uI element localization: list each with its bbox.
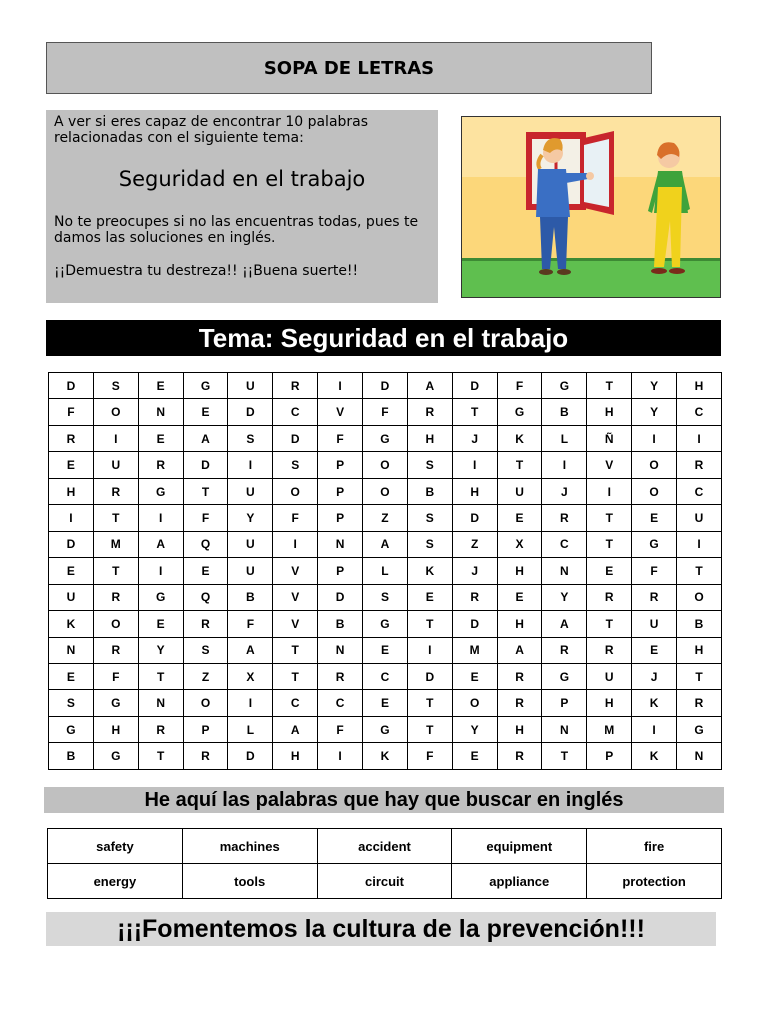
grid-cell[interactable]: I	[632, 425, 677, 451]
grid-cell[interactable]: T	[273, 663, 318, 689]
grid-row	[49, 531, 722, 557]
intro-theme: Seguridad en el trabajo	[118, 167, 366, 191]
grid-cell[interactable]: L	[363, 558, 408, 584]
grid-cell[interactable]: R	[93, 637, 138, 663]
grid-cell[interactable]: V	[273, 558, 318, 584]
grid-cell[interactable]: K	[632, 690, 677, 716]
grid-cell[interactable]: U	[228, 558, 273, 584]
grid-cell[interactable]: S	[93, 373, 138, 399]
grid-cell[interactable]: R	[318, 663, 363, 689]
grid-cell[interactable]: B	[228, 584, 273, 610]
grid-cell[interactable]: Q	[183, 531, 228, 557]
grid-cell[interactable]: V	[273, 611, 318, 637]
grid-cell[interactable]: N	[542, 558, 587, 584]
grid-cell[interactable]: C	[677, 478, 722, 504]
grid-cell[interactable]: U	[49, 584, 94, 610]
grid-cell[interactable]: N	[49, 637, 94, 663]
grid-cell[interactable]: T	[587, 611, 632, 637]
grid-cell[interactable]: Y	[542, 584, 587, 610]
intro-paragraph-1: A ver si eres capaz de encontrar 10 palabras relacionadas con el siguiente tema:	[54, 114, 369, 146]
grid-cell[interactable]: A	[363, 531, 408, 557]
grid-cell[interactable]: I	[632, 716, 677, 742]
grid-cell[interactable]: H	[49, 478, 94, 504]
grid-cell[interactable]: D	[452, 373, 497, 399]
grid-cell[interactable]: H	[497, 558, 542, 584]
grid-cell[interactable]: F	[363, 399, 408, 425]
grid-cell[interactable]: U	[587, 663, 632, 689]
word-list-table	[47, 828, 722, 899]
grid-cell[interactable]: D	[49, 531, 94, 557]
grid-cell[interactable]: R	[542, 637, 587, 663]
grid-cell[interactable]: Y	[228, 505, 273, 531]
grid-cell[interactable]: Q	[183, 584, 228, 610]
grid-cell[interactable]: G	[183, 373, 228, 399]
grid-cell[interactable]: G	[93, 690, 138, 716]
grid-cell[interactable]: C	[318, 690, 363, 716]
grid-cell[interactable]: Y	[632, 399, 677, 425]
grid-cell[interactable]: D	[228, 399, 273, 425]
grid-cell[interactable]: M	[587, 716, 632, 742]
grid-cell[interactable]: T	[542, 743, 587, 770]
grid-cell[interactable]: S	[183, 637, 228, 663]
grid-cell[interactable]: I	[407, 637, 452, 663]
intro-paragraph-2: No te preocupes si no las encuentras todas, pues te damos las soluciones en inglés.	[54, 214, 419, 246]
grid-cell[interactable]: O	[363, 478, 408, 504]
word-cell: safety	[48, 829, 183, 864]
grid-cell[interactable]: O	[93, 399, 138, 425]
word-cell: protection	[587, 864, 722, 899]
grid-cell[interactable]: T	[183, 478, 228, 504]
grid-cell[interactable]: D	[452, 611, 497, 637]
grid-cell[interactable]: P	[183, 716, 228, 742]
grid-cell[interactable]: E	[497, 505, 542, 531]
grid-cell[interactable]: S	[407, 452, 452, 478]
grid-cell[interactable]: S	[407, 505, 452, 531]
grid-cell[interactable]: Y	[452, 716, 497, 742]
grid-cell[interactable]: O	[452, 690, 497, 716]
grid-cell[interactable]: G	[677, 716, 722, 742]
grid-cell[interactable]: H	[677, 637, 722, 663]
grid-cell[interactable]: H	[677, 373, 722, 399]
grid-cell[interactable]: I	[542, 452, 587, 478]
grid-cell[interactable]: R	[587, 637, 632, 663]
grid-cell[interactable]: T	[407, 716, 452, 742]
grid-cell[interactable]: I	[228, 690, 273, 716]
grid-cell[interactable]: R	[497, 663, 542, 689]
grid-cell[interactable]: T	[138, 743, 183, 770]
grid-cell[interactable]: J	[452, 558, 497, 584]
grid-row	[49, 716, 722, 742]
grid-row	[49, 399, 722, 425]
grid-cell[interactable]: P	[542, 690, 587, 716]
word-row	[48, 829, 722, 864]
grid-cell[interactable]: I	[228, 452, 273, 478]
grid-cell[interactable]: O	[273, 478, 318, 504]
grid-cell[interactable]: A	[497, 637, 542, 663]
grid-cell[interactable]: E	[49, 558, 94, 584]
grid-cell[interactable]: T	[677, 558, 722, 584]
grid-cell[interactable]: G	[93, 743, 138, 770]
page-title: SOPA DE LETRAS	[46, 42, 652, 94]
grid-cell[interactable]: T	[273, 637, 318, 663]
grid-cell[interactable]: U	[93, 452, 138, 478]
grid-cell[interactable]: N	[138, 690, 183, 716]
grid-cell[interactable]: R	[632, 584, 677, 610]
grid-cell[interactable]: D	[228, 743, 273, 770]
grid-cell[interactable]: R	[452, 584, 497, 610]
grid-cell[interactable]: P	[318, 505, 363, 531]
grid-row	[49, 558, 722, 584]
grid-cell[interactable]: R	[183, 611, 228, 637]
grid-cell[interactable]: G	[138, 478, 183, 504]
grid-cell[interactable]: I	[49, 505, 94, 531]
grid-cell[interactable]: K	[49, 611, 94, 637]
grid-cell[interactable]: R	[587, 584, 632, 610]
grid-cell[interactable]: E	[587, 558, 632, 584]
grid-cell[interactable]: E	[49, 452, 94, 478]
grid-cell[interactable]: B	[542, 399, 587, 425]
word-search-grid	[48, 372, 722, 770]
grid-cell[interactable]: N	[138, 399, 183, 425]
grid-cell[interactable]: E	[452, 663, 497, 689]
grid-cell[interactable]: K	[363, 743, 408, 770]
grid-cell[interactable]: I	[318, 373, 363, 399]
grid-cell[interactable]: D	[273, 425, 318, 451]
grid-cell[interactable]: E	[138, 611, 183, 637]
grid-cell[interactable]: S	[407, 531, 452, 557]
grid-cell[interactable]: R	[49, 425, 94, 451]
grid-cell[interactable]: R	[93, 584, 138, 610]
grid-cell[interactable]: K	[497, 425, 542, 451]
grid-cell[interactable]: N	[318, 531, 363, 557]
footer-slogan: ¡¡¡Fomentemos la cultura de la prevención!!!	[46, 912, 716, 946]
grid-row	[49, 611, 722, 637]
grid-cell[interactable]: E	[452, 743, 497, 770]
word-cell: tools	[182, 864, 317, 899]
grid-cell[interactable]: O	[677, 584, 722, 610]
grid-cell[interactable]: P	[318, 452, 363, 478]
grid-cell[interactable]: F	[318, 425, 363, 451]
grid-cell[interactable]: H	[407, 425, 452, 451]
grid-row	[49, 743, 722, 770]
grid-cell[interactable]: S	[363, 584, 408, 610]
grid-cell[interactable]: O	[363, 452, 408, 478]
grid-cell[interactable]: B	[49, 743, 94, 770]
grid-cell[interactable]: R	[677, 452, 722, 478]
grid-cell[interactable]: T	[587, 531, 632, 557]
grid-cell[interactable]: C	[273, 399, 318, 425]
grid-cell[interactable]: H	[587, 399, 632, 425]
grid-cell[interactable]: P	[587, 743, 632, 770]
grid-cell[interactable]: U	[497, 478, 542, 504]
grid-cell[interactable]: U	[228, 478, 273, 504]
grid-cell[interactable]: P	[318, 558, 363, 584]
grid-cell[interactable]: K	[407, 558, 452, 584]
grid-cell[interactable]: S	[273, 452, 318, 478]
grid-cell[interactable]: O	[93, 611, 138, 637]
grid-cell[interactable]: Y	[138, 637, 183, 663]
grid-cell[interactable]: R	[407, 399, 452, 425]
grid-cell[interactable]: A	[273, 716, 318, 742]
grid-cell[interactable]: H	[497, 611, 542, 637]
grid-cell[interactable]: T	[93, 505, 138, 531]
grid-cell[interactable]: O	[183, 690, 228, 716]
grid-cell[interactable]: R	[677, 690, 722, 716]
grid-cell[interactable]: Z	[452, 531, 497, 557]
grid-cell[interactable]: E	[183, 558, 228, 584]
grid-cell[interactable]: A	[228, 637, 273, 663]
grid-cell[interactable]: V	[318, 399, 363, 425]
grid-cell[interactable]: I	[93, 425, 138, 451]
grid-cell[interactable]: O	[632, 452, 677, 478]
grid-cell[interactable]: F	[407, 743, 452, 770]
grid-cell[interactable]: G	[138, 584, 183, 610]
grid-cell[interactable]: C	[273, 690, 318, 716]
grid-cell[interactable]: V	[273, 584, 318, 610]
grid-cell[interactable]: Y	[632, 373, 677, 399]
grid-cell[interactable]: R	[497, 743, 542, 770]
grid-cell[interactable]: I	[318, 743, 363, 770]
grid-cell[interactable]: N	[542, 716, 587, 742]
grid-row	[49, 663, 722, 689]
grid-cell[interactable]: T	[407, 611, 452, 637]
grid-cell[interactable]: G	[363, 716, 408, 742]
workers-window-illustration-icon	[461, 116, 721, 298]
grid-cell[interactable]: I	[677, 531, 722, 557]
grid-cell[interactable]: T	[677, 663, 722, 689]
grid-cell[interactable]: X	[497, 531, 542, 557]
grid-row	[49, 690, 722, 716]
grid-cell[interactable]: J	[452, 425, 497, 451]
grid-cell[interactable]: A	[183, 425, 228, 451]
word-cell: accident	[317, 829, 452, 864]
grid-cell[interactable]: F	[273, 505, 318, 531]
grid-cell[interactable]: G	[363, 425, 408, 451]
grid-cell[interactable]: U	[677, 505, 722, 531]
grid-cell[interactable]: A	[138, 531, 183, 557]
grid-cell[interactable]: E	[138, 373, 183, 399]
word-cell: fire	[587, 829, 722, 864]
grid-cell[interactable]: J	[632, 663, 677, 689]
word-cell: equipment	[452, 829, 587, 864]
word-row	[48, 864, 722, 899]
grid-cell[interactable]: G	[363, 611, 408, 637]
grid-cell[interactable]: E	[183, 399, 228, 425]
grid-cell[interactable]: D	[318, 584, 363, 610]
grid-cell[interactable]: Z	[363, 505, 408, 531]
grid-cell[interactable]: P	[318, 478, 363, 504]
grid-cell[interactable]: D	[49, 373, 94, 399]
grid-cell[interactable]: R	[273, 373, 318, 399]
grid-cell[interactable]: G	[49, 716, 94, 742]
grid-cell[interactable]: M	[452, 637, 497, 663]
grid-cell[interactable]: H	[497, 716, 542, 742]
grid-cell[interactable]: U	[228, 531, 273, 557]
grid-row	[49, 584, 722, 610]
grid-cell[interactable]: B	[318, 611, 363, 637]
grid-cell[interactable]: H	[93, 716, 138, 742]
grid-cell[interactable]: H	[452, 478, 497, 504]
grid-cell[interactable]: D	[452, 505, 497, 531]
grid-cell[interactable]: I	[138, 558, 183, 584]
grid-cell[interactable]: B	[407, 478, 452, 504]
grid-cell[interactable]: G	[542, 663, 587, 689]
grid-row	[49, 425, 722, 451]
grid-cell[interactable]: L	[542, 425, 587, 451]
grid-cell[interactable]: A	[542, 611, 587, 637]
grid-cell[interactable]: T	[93, 558, 138, 584]
grid-cell[interactable]: I	[587, 478, 632, 504]
grid-row	[49, 637, 722, 663]
grid-cell[interactable]: V	[587, 452, 632, 478]
grid-cell[interactable]: C	[542, 531, 587, 557]
grid-cell[interactable]: H	[273, 743, 318, 770]
grid-cell[interactable]: R	[138, 716, 183, 742]
grid-cell[interactable]: E	[363, 690, 408, 716]
word-cell: machines	[182, 829, 317, 864]
grid-cell[interactable]: E	[632, 505, 677, 531]
grid-cell[interactable]: F	[318, 716, 363, 742]
grid-cell[interactable]: I	[273, 531, 318, 557]
grid-cell[interactable]: Ñ	[587, 425, 632, 451]
grid-row	[49, 478, 722, 504]
word-cell: circuit	[317, 864, 452, 899]
grid-cell[interactable]: T	[452, 399, 497, 425]
grid-cell[interactable]: R	[183, 743, 228, 770]
grid-cell[interactable]: U	[228, 373, 273, 399]
search-instructions-heading: He aquí las palabras que hay que buscar en inglés	[44, 787, 724, 813]
grid-cell[interactable]: F	[49, 399, 94, 425]
grid-cell[interactable]: T	[497, 452, 542, 478]
grid-cell[interactable]: R	[138, 452, 183, 478]
grid-cell[interactable]: E	[49, 663, 94, 689]
grid-cell[interactable]: X	[228, 663, 273, 689]
theme-heading: Tema: Seguridad en el trabajo	[46, 320, 721, 356]
grid-cell[interactable]: A	[407, 373, 452, 399]
grid-row	[49, 452, 722, 478]
grid-cell[interactable]: E	[497, 584, 542, 610]
grid-cell[interactable]: G	[632, 531, 677, 557]
grid-cell[interactable]: I	[677, 425, 722, 451]
intro-box	[46, 110, 438, 303]
grid-cell[interactable]: R	[497, 690, 542, 716]
grid-row	[49, 505, 722, 531]
grid-cell[interactable]: D	[407, 663, 452, 689]
grid-cell[interactable]: T	[587, 373, 632, 399]
grid-cell[interactable]: E	[632, 637, 677, 663]
grid-cell[interactable]: Z	[183, 663, 228, 689]
grid-cell[interactable]: L	[228, 716, 273, 742]
grid-cell[interactable]: R	[542, 505, 587, 531]
grid-cell[interactable]: N	[318, 637, 363, 663]
grid-cell[interactable]: O	[632, 478, 677, 504]
grid-cell[interactable]: E	[363, 637, 408, 663]
grid-cell[interactable]: C	[363, 663, 408, 689]
grid-cell[interactable]: C	[677, 399, 722, 425]
grid-cell[interactable]: K	[632, 743, 677, 770]
grid-cell[interactable]: S	[49, 690, 94, 716]
grid-cell[interactable]: U	[632, 611, 677, 637]
grid-cell[interactable]: F	[632, 558, 677, 584]
grid-cell[interactable]: G	[542, 373, 587, 399]
grid-cell[interactable]: S	[228, 425, 273, 451]
grid-cell[interactable]: J	[542, 478, 587, 504]
grid-row	[49, 373, 722, 399]
grid-cell[interactable]: I	[452, 452, 497, 478]
grid-cell[interactable]: D	[363, 373, 408, 399]
grid-cell[interactable]: E	[138, 425, 183, 451]
grid-cell[interactable]: D	[183, 452, 228, 478]
grid-cell[interactable]: N	[677, 743, 722, 770]
grid-cell[interactable]: F	[228, 611, 273, 637]
grid-cell[interactable]: F	[183, 505, 228, 531]
grid-cell[interactable]: H	[587, 690, 632, 716]
grid-cell[interactable]: M	[93, 531, 138, 557]
grid-cell[interactable]: T	[587, 505, 632, 531]
grid-cell[interactable]: T	[138, 663, 183, 689]
grid-cell[interactable]: R	[93, 478, 138, 504]
grid-cell[interactable]: T	[407, 690, 452, 716]
grid-cell[interactable]: F	[93, 663, 138, 689]
grid-cell[interactable]: G	[497, 399, 542, 425]
grid-cell[interactable]: I	[138, 505, 183, 531]
grid-cell[interactable]: E	[407, 584, 452, 610]
intro-paragraph-3: ¡¡Demuestra tu destreza!! ¡¡Buena suerte!!	[54, 263, 359, 279]
word-cell: appliance	[452, 864, 587, 899]
grid-cell[interactable]: F	[497, 373, 542, 399]
word-cell: energy	[48, 864, 183, 899]
grid-cell[interactable]: B	[677, 611, 722, 637]
